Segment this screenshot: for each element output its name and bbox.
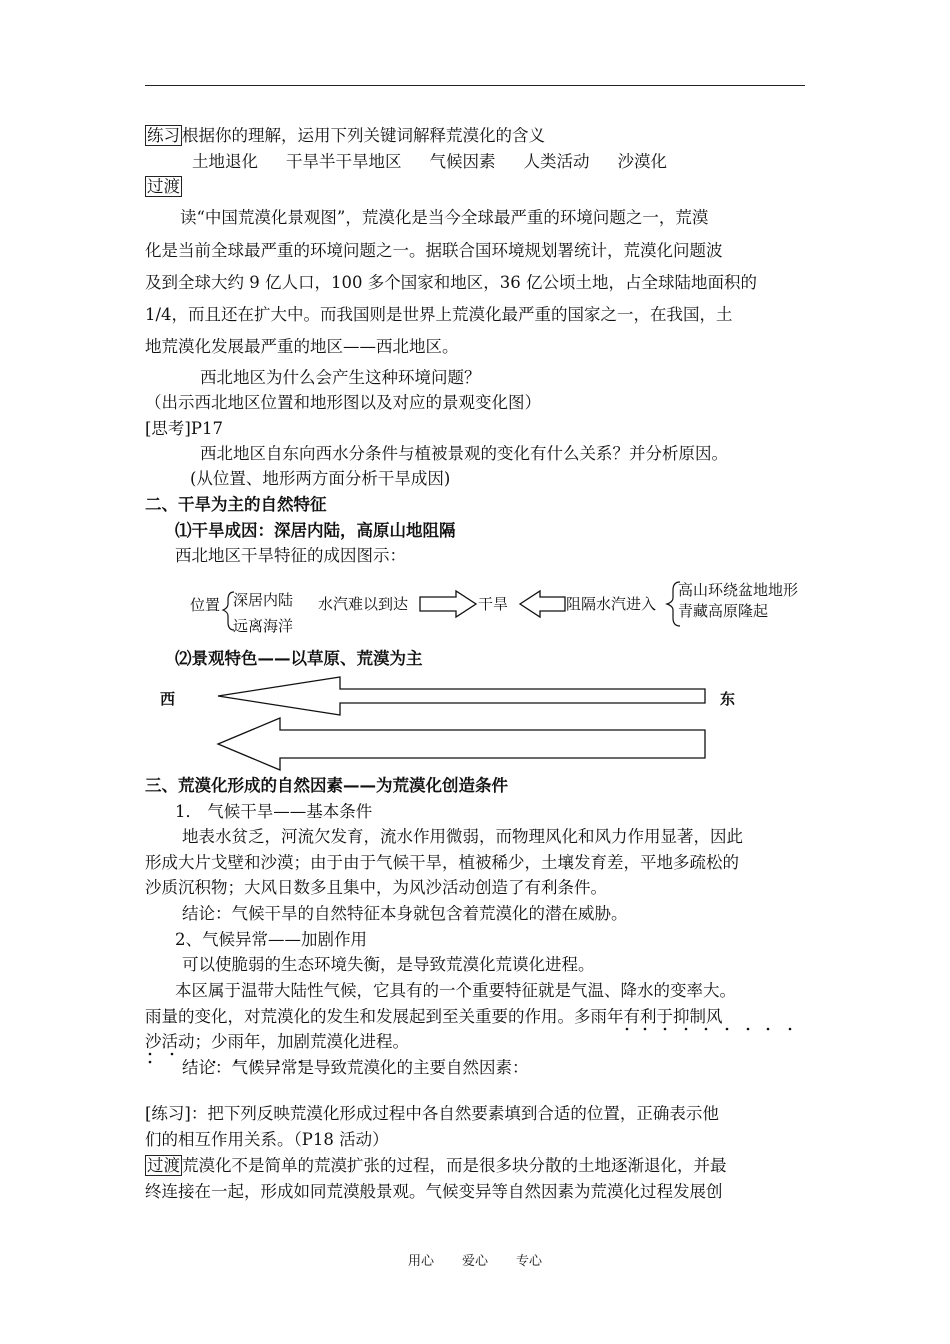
footer-word: 专心: [516, 1254, 543, 1269]
conclusion-2: 结论：气候异常是导致荒漠化的主要自然因素：: [182, 1058, 529, 1077]
para3a-line: 地表水贫乏，河流欠发育，流水作用微弱，而物理风化和风力作用显著，因此: [182, 827, 743, 846]
para1-line: 读“中国荒漠化景观图”，荒漠化是当今全球最严重的环境问题之一，荒漠: [180, 208, 709, 227]
section-2-2-heading: ⑵景观特色——以草原、荒漠为主: [175, 649, 423, 668]
transition-box-label: 过渡: [147, 177, 180, 196]
para3b: 可以使脆弱的生态环境失衡，是导致荒漠化荒谟化进程。: [182, 955, 595, 974]
para1-line: 地荒漠化发展最严重的地区——西北地区。: [145, 337, 459, 356]
conclusion-1: 结论：气候干旱的自然特征本身就包含着荒漠化的潜在威胁。: [182, 904, 628, 923]
section-2-1-heading: ⑴干旱成因：深居内陆，高原山地阻隔: [175, 521, 456, 540]
para3c-line: 雨量的变化，对荒漠化的发生和发展起到至关重要的作用。多雨年有利于抑制风: [145, 1007, 723, 1026]
para3a-line: 沙质沉积物；大风日数多且集中，为风沙活动创造了有利条件。: [145, 878, 607, 897]
page-footer: [0, 1250, 950, 1269]
para4-text: 荒漠化不是简单的荒漠扩张的过程，而是很多块分散的土地逐渐退化，并最: [182, 1156, 727, 1175]
diagram-intro: 西北地区干旱特征的成因图示：: [175, 546, 406, 565]
diagram-inland: 深居内陆: [233, 591, 294, 609]
think-hint: (从位置、地形两方面分析干旱成因): [190, 469, 451, 488]
show-note: （出示西北地区位置和地形图以及对应的景观变化图）: [145, 393, 541, 412]
diagram-position: 位置: [190, 596, 221, 614]
section-3-2-heading: 2、气候异常——加剧作用: [175, 930, 367, 949]
para3c-line: 沙活动；少雨年，加剧荒漠化进程。: [145, 1032, 409, 1051]
keyword: 人类活动: [523, 152, 590, 171]
exercise-prompt: 根据你的理解，运用下列关键词解释荒漠化的含义: [182, 126, 545, 145]
think-label: [思考]P17: [145, 419, 223, 438]
exercise2-line: 们的相互作用关系。（P18 活动）: [145, 1130, 389, 1149]
section-3-heading: 三、荒漠化形成的自然因素——为荒漠化创造条件: [145, 776, 508, 795]
diagram-blocked: 阻隔水汽进入: [566, 595, 657, 613]
question-1: 西北地区为什么会产生这种环境问题？: [200, 368, 481, 387]
para1-line: 及到全球大约 9 亿人口，100 多个国家和地区，36 亿公顷土地，占全球陆地面积的: [145, 273, 757, 292]
keyword: 气候因素: [429, 152, 496, 171]
exercise-box-label: 练习: [147, 126, 180, 145]
think-question: 西北地区自东向西水分条件与植被景观的变化有什么关系？并分析原因。: [200, 444, 728, 463]
para1-line: 1/4，而且还在扩大中。而我国则是世界上荒漠化最严重的国家之一，在我国，土: [145, 305, 733, 324]
diagram-vapor-hard: 水汽难以到达: [318, 595, 409, 613]
west-label: 西: [160, 690, 176, 708]
para3c-line: 本区属于温带大陆性气候，它具有的一个重要特征就是气温、降水的变率大。: [175, 981, 736, 1000]
section-2-heading: 二、干旱为主的自然特征: [145, 495, 327, 514]
keyword: 沙漠化: [617, 152, 667, 171]
keyword: 土地退化: [192, 152, 258, 171]
section-3-1-heading: 1． 气候干旱——基本条件: [175, 802, 373, 821]
para3a-line: 形成大片戈壁和沙漠；由于由于气候干旱，植被稀少，土壤发育差，平地多疏松的: [145, 853, 739, 872]
para4-line: [145, 1155, 727, 1177]
diagram-far-ocean: 远离海洋: [233, 617, 294, 635]
diagram-drought: 干旱: [478, 595, 509, 613]
east-label: 东: [720, 690, 736, 708]
diagram-plateau: 青藏高原隆起: [678, 602, 769, 620]
transition-box-label: 过渡: [147, 1156, 180, 1175]
para4-line: 终连接在一起，形成如同荒漠般景观。气候变异等自然因素为荒漠化过程发展创: [145, 1182, 723, 1201]
diagram-mountains: 高山环绕盆地地形: [678, 581, 799, 599]
keyword: 干旱半干旱地区: [286, 152, 402, 171]
footer-word: 爱心: [461, 1254, 488, 1269]
exercise2-line: [练习]：把下列反映荒漠化形成过程中各自然要素填到合适的位置，正确表示他: [145, 1104, 719, 1123]
para1-line: 化是当前全球最严重的环境问题之一。据联合国环境规划署统计，荒漠化问题波: [145, 241, 723, 260]
footer-word: 用心: [407, 1254, 434, 1269]
